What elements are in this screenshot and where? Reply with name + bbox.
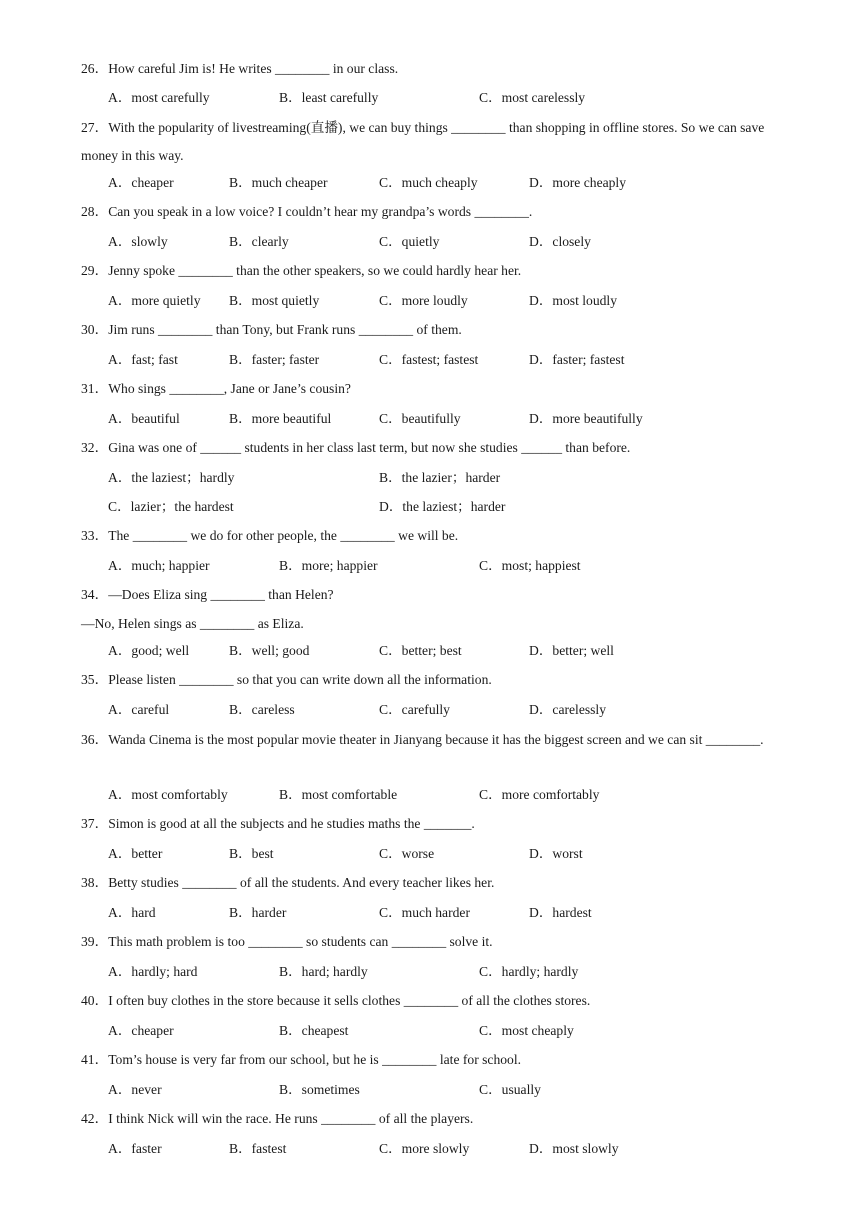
option-a[interactable]: A．good; well — [108, 643, 190, 658]
question-stem: Can you speak in a low voice? I couldn’t hear my grandpa’s words ________. — [108, 204, 533, 219]
question-number: 38 — [81, 875, 95, 890]
option-d[interactable]: D．worst — [529, 846, 583, 861]
option-b[interactable]: B．much cheaper — [229, 175, 328, 190]
question-39: 39．This math problem is too ________ so students can ________ solve it. — [81, 934, 493, 949]
question-41: 41．Tom’s house is very far from our school, but he is ________ late for school. — [81, 1052, 522, 1067]
option-b[interactable]: B．careless — [229, 702, 295, 717]
option-c[interactable]: C．better; best — [379, 643, 462, 658]
option-b[interactable]: B．harder — [229, 905, 287, 920]
option-d[interactable]: D．closely — [529, 234, 591, 249]
option-d[interactable]: D．most slowly — [529, 1141, 619, 1156]
question-38: 38．Betty studies ________ of all the students. And every teacher likes her. — [81, 875, 495, 890]
option-a[interactable]: A．more quietly — [108, 293, 201, 308]
question-33: 33．The ________ we do for other people, the ________ we will be. — [81, 528, 459, 543]
option-b[interactable]: B．more beautiful — [229, 411, 332, 426]
option-c[interactable]: C．most; happiest — [479, 558, 581, 573]
question-number: 40 — [81, 993, 95, 1008]
option-a[interactable]: A．beautiful — [108, 411, 180, 426]
option-c[interactable]: C．fastest; fastest — [379, 352, 479, 367]
question-30: 30．Jim runs ________ than Tony, but Frank runs ________ of them. — [81, 322, 462, 337]
question-number: 32 — [81, 440, 95, 455]
option-a[interactable]: A．much; happier — [108, 558, 210, 573]
option-c[interactable]: C．hardly; hardly — [479, 964, 579, 979]
option-b[interactable]: B．fastest — [229, 1141, 287, 1156]
option-d[interactable]: D．hardest — [529, 905, 592, 920]
option-c[interactable]: C．most carelessly — [479, 90, 586, 105]
option-b[interactable]: B．most quietly — [229, 293, 320, 308]
option-c[interactable]: C．more comfortably — [479, 787, 600, 802]
question-number: 35 — [81, 672, 95, 687]
question-29: 29．Jenny spoke ________ than the other speakers, so we could hardly hear her. — [81, 263, 522, 278]
option-a[interactable]: A．the laziest；hardly — [108, 470, 235, 485]
option-b[interactable]: B．clearly — [229, 234, 289, 249]
question-34: 34．—Does Eliza sing ________ than Helen? — [81, 587, 334, 602]
option-b[interactable]: B．most comfortable — [279, 787, 398, 802]
option-c[interactable]: C．carefully — [379, 702, 450, 717]
question-42: 42．I think Nick will win the race. He runs ________ of all the players. — [81, 1111, 474, 1126]
option-c[interactable]: C．much harder — [379, 905, 470, 920]
option-d[interactable]: D．the laziest；harder — [379, 499, 506, 514]
option-b[interactable]: B．well; good — [229, 643, 310, 658]
question-26: 26．How careful Jim is! He writes ________ in our class. — [81, 61, 399, 76]
option-c[interactable]: C．beautifully — [379, 411, 461, 426]
option-d[interactable]: D．carelessly — [529, 702, 607, 717]
option-a[interactable]: A．faster — [108, 1141, 162, 1156]
option-d[interactable]: D．faster; fastest — [529, 352, 625, 367]
question-stem: Wanda Cinema is the most popular movie theater in Jianyang because it has the biggest screen and we can sit ________. — [108, 732, 764, 747]
question-number: 28 — [81, 204, 95, 219]
option-b[interactable]: B．hard; hardly — [279, 964, 368, 979]
option-a[interactable]: A．cheaper — [108, 1023, 174, 1038]
question-28: 28．Can you speak in a low voice? I couldn’t hear my grandpa’s words ________. — [81, 204, 533, 219]
option-a[interactable]: A．most carefully — [108, 90, 210, 105]
question-32: 32．Gina was one of ______ students in her class last term, but now she studies ______ than before. — [81, 440, 631, 455]
option-a[interactable]: A．hardly; hard — [108, 964, 198, 979]
question-number: 36 — [81, 732, 95, 747]
option-c[interactable]: C．most cheaply — [479, 1023, 574, 1038]
question-stem: Tom’s house is very far from our school, but he is ________ late for school. — [108, 1052, 522, 1067]
option-a[interactable]: A．never — [108, 1082, 162, 1097]
option-a[interactable]: A．hard — [108, 905, 156, 920]
option-b[interactable]: B．the lazier；harder — [379, 470, 501, 485]
question-27: 27．With the popularity of livestreaming(直播), we can buy things ________ than shopping in offline stores. So we can save money in this way. — [81, 120, 765, 163]
question-number: 33 — [81, 528, 95, 543]
option-c[interactable]: C．quietly — [379, 234, 440, 249]
question-stem: Please listen ________ so that you can write down all the information. — [108, 672, 492, 687]
question-31: 31．Who sings ________, Jane or Jane’s cousin? — [81, 381, 351, 396]
question-number: 31 — [81, 381, 95, 396]
question-stem: With the popularity of livestreaming(直播), we can buy things ________ than shopping in offline stores. So we can save money in this way. — [81, 120, 765, 163]
option-c[interactable]: C．more loudly — [379, 293, 468, 308]
option-a[interactable]: A．better — [108, 846, 163, 861]
option-b[interactable]: B．cheapest — [279, 1023, 349, 1038]
question-stem: The ________ we do for other people, the ________ we will be. — [108, 528, 459, 543]
option-b[interactable]: B．least carefully — [279, 90, 379, 105]
question-number: 30 — [81, 322, 95, 337]
option-a[interactable]: A．cheaper — [108, 175, 174, 190]
option-d[interactable]: D．most loudly — [529, 293, 617, 308]
question-stem: —Does Eliza sing ________ than Helen? — [108, 587, 334, 602]
option-b[interactable]: B．faster; faster — [229, 352, 320, 367]
option-d[interactable]: D．more cheaply — [529, 175, 627, 190]
question-stem: Jenny spoke ________ than the other speakers, so we could hardly hear her. — [108, 263, 522, 278]
question-36: 36．Wanda Cinema is the most popular movie theater in Jianyang because it has the biggest screen and we can sit ________. — [81, 732, 764, 747]
option-a[interactable]: A．careful — [108, 702, 170, 717]
option-a[interactable]: A．slowly — [108, 234, 168, 249]
option-a[interactable]: A．most comfortably — [108, 787, 228, 802]
option-d[interactable]: D．more beautifully — [529, 411, 643, 426]
question-stem: Simon is good at all the subjects and he studies maths the _______. — [108, 816, 475, 831]
question-stem: This math problem is too ________ so students can ________ solve it. — [108, 934, 493, 949]
option-b[interactable]: B．more; happier — [279, 558, 378, 573]
option-c[interactable]: C．more slowly — [379, 1141, 470, 1156]
question-number: 37 — [81, 816, 95, 831]
option-a[interactable]: A．fast; fast — [108, 352, 178, 367]
option-d[interactable]: D．better; well — [529, 643, 614, 658]
question-number: 29 — [81, 263, 95, 278]
question-stem: Betty studies ________ of all the students. And every teacher likes her. — [108, 875, 495, 890]
option-c[interactable]: C．usually — [479, 1082, 541, 1097]
question-40: 40．I often buy clothes in the store because it sells clothes ________ of all the clothes stores. — [81, 993, 591, 1008]
question-stem: I often buy clothes in the store because it sells clothes ________ of all the clothes stores. — [108, 993, 591, 1008]
question-stem: How careful Jim is! He writes ________ in our class. — [108, 61, 399, 76]
question-number: 27 — [81, 120, 95, 135]
question-stem-reply: —No, Helen sings as ________ as Eliza. — [81, 616, 304, 631]
option-c[interactable]: C．much cheaply — [379, 175, 478, 190]
question-37: 37．Simon is good at all the subjects and he studies maths the _______. — [81, 816, 475, 831]
question-number: 39 — [81, 934, 95, 949]
question-34-reply — [81, 615, 790, 633]
option-c[interactable]: C．worse — [379, 846, 435, 861]
question-35: 35．Please listen ________ so that you can write down all the information. — [81, 672, 492, 687]
question-number: 42 — [81, 1111, 95, 1126]
question-number: 41 — [81, 1052, 95, 1067]
option-b[interactable]: B．best — [229, 846, 274, 861]
question-stem: Jim runs ________ than Tony, but Frank runs ________ of them. — [108, 322, 462, 337]
question-stem: I think Nick will win the race. He runs ________ of all the players. — [108, 1111, 474, 1126]
question-number: 34 — [81, 587, 95, 602]
option-c[interactable]: C．lazier；the hardest — [108, 499, 234, 514]
question-stem: Who sings ________, Jane or Jane’s cousin? — [108, 381, 351, 396]
question-number: 26 — [81, 61, 95, 76]
question-stem: Gina was one of ______ students in her class last term, but now she studies ______ than before. — [108, 440, 631, 455]
option-b[interactable]: B．sometimes — [279, 1082, 360, 1097]
